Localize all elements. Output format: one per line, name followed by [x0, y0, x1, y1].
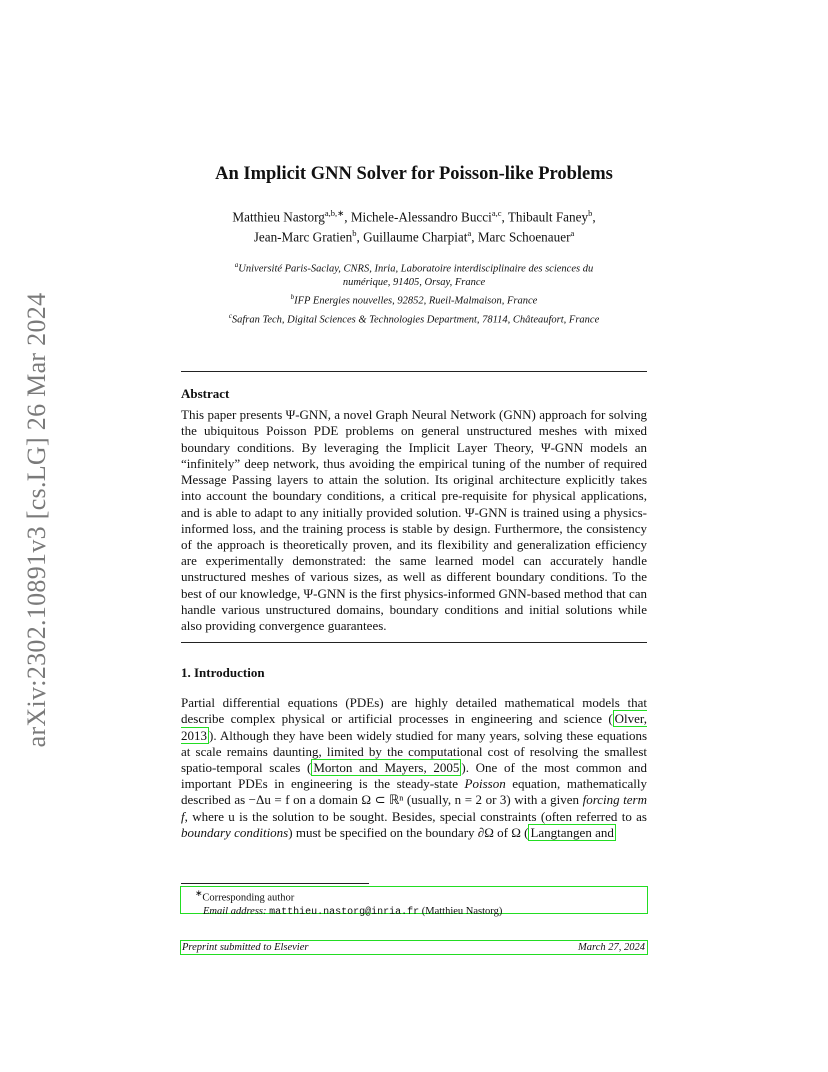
author-superscript: a — [467, 228, 472, 239]
author-superscript: a,c — [491, 208, 502, 218]
intro-text: , where u is the solution to be sought. Besides, special constraints (often referred to as — [184, 808, 647, 824]
preprint-date: March 27, 2024 — [578, 942, 645, 953]
intro-text: ). Although they have been widely studied for many years, solving these equations at scale remains daunting, limited by the computational cost of resolving the smallest spatio-temporal scales ( — [181, 727, 647, 775]
affiliation-b: IFP Energies nouvelles, 92852, Rueil-Malmaison, France — [294, 295, 538, 307]
abstract-heading: Abstract — [181, 386, 230, 402]
footnote-mark: ∗ — [195, 888, 203, 898]
intro-text: equation, mathematically described as −Δu = f on a domain Ω ⊂ ℝⁿ (usually, n = 2 or 3) with a given — [181, 776, 647, 808]
intro-text: ) must be specified on the boundary ∂Ω of Ω ( — [288, 824, 529, 840]
intro-emphasis: Poisson — [464, 776, 506, 792]
introduction-paragraph — [181, 695, 647, 841]
abstract-text: This paper presents Ψ-GNN, a novel Graph Neural Network (GNN) approach for solving the ubiquitous Poisson PDE problems on general unstructured meshes with mixed boundary conditions. By leveraging the Implicit Layer Theory, Ψ-GNN models an “infinitely” deep network, thus avoiding the empirical tuning of the number of required Message Passing layers to attain the solution. Its original architecture explicitly takes into account the boundary conditions, a critical pre-requisite for physical applications, and is able to adapt to any initially provided solution. Ψ-GNN is trained using a physics-informed loss, and the training process is stable by design. Furthermore, the consistency of the approach is theoretically proven, and its flexibility and generalization efficiency are experimentally demonstrated: the same learned model can accurately handle unstructured meshes of various sizes, as well as different boundary conditions. To the best of our knowledge, Ψ-GNN is the first physics-informed GNN-based method that can handle various unstructured domains, boundary conditions and initial solutions while also providing convergence guarantees. — [181, 407, 647, 633]
affiliation-marker: a — [234, 260, 239, 269]
paper-page — [181, 160, 647, 841]
author-list: Matthieu Nastorg$^{a,b,∗}$, Michele-Alessandro Bucci$^{a,c}$, Thibault Faney$^b$, Jean-Marc Gratien$^b$, Guillaume Charpiat$^a$, Marc Schoenauer$^a$ — [232, 208, 596, 245]
author-name: Thibault Faney — [507, 209, 589, 225]
preprint-label: Preprint submitted to Elsevier — [182, 942, 309, 953]
author-name: Jean-Marc Gratien — [253, 229, 353, 245]
citation-link[interactable]: Langtangen and — [530, 824, 614, 840]
citation-link[interactable]: Olver, 2013 — [181, 711, 647, 743]
author-name: Michele-Alessandro Bucci — [350, 209, 492, 225]
affiliation-marker: b — [290, 293, 295, 302]
author-superscript: a,b,∗ — [324, 208, 345, 218]
footnote-rule — [181, 883, 369, 884]
author-superscript: b — [588, 208, 593, 218]
author-superscript: b — [352, 228, 357, 239]
affiliation-a: Université Paris-Saclay, CNRS, Inria, Laboratoire interdisciplinaire des sciences du — [238, 263, 594, 275]
email-note: (Matthieu Nastorg) — [421, 905, 503, 917]
affiliation-c: Safran Tech, Digital Sciences & Technologies Department, 78114, Châteaufort, France — [231, 314, 600, 326]
intro-text: ). One of the most common and important PDEs in engineering is the steady-state — [181, 759, 647, 792]
arxiv-id: arXiv:2302.10891v3 [cs.LG] 26 Mar 2024 — [22, 292, 51, 748]
affiliation-a-cont: numérique, 91405, Orsay, France — [342, 277, 486, 289]
paper-title: An Implicit GNN Solver for Poisson-like Problems — [215, 164, 613, 184]
affiliation-marker: c — [228, 311, 232, 320]
arxiv-sidebar-stamp — [20, 270, 54, 770]
email-label: Email address: — [203, 905, 267, 917]
footnote-label: Corresponding author — [202, 892, 295, 904]
author-name: Marc Schoenauer — [477, 229, 571, 245]
affiliation-list — [181, 258, 647, 328]
email-address-link[interactable]: matthieu.nastorg@inria.fr — [269, 906, 420, 918]
intro-emphasis: forcing term f — [181, 792, 647, 824]
citation-link[interactable]: Morton and Mayers, 2005 — [313, 759, 460, 775]
author-name: Matthieu Nastorg — [232, 209, 325, 225]
footnote-box[interactable] — [180, 886, 648, 918]
intro-emphasis: boundary conditions — [181, 824, 289, 840]
abstract-bottom-rule — [181, 642, 647, 643]
section-heading-introduction: 1. Introduction — [181, 665, 265, 681]
author-name: Guillaume Charpiat — [363, 229, 468, 245]
abstract-top-rule — [181, 371, 647, 372]
preprint-footer[interactable] — [180, 940, 648, 955]
author-superscript: a — [570, 228, 575, 239]
intro-text: Partial differential equations (PDEs) are highly detailed mathematical models that describe complex physical or artificial processes in engineering and science ( — [181, 695, 647, 727]
